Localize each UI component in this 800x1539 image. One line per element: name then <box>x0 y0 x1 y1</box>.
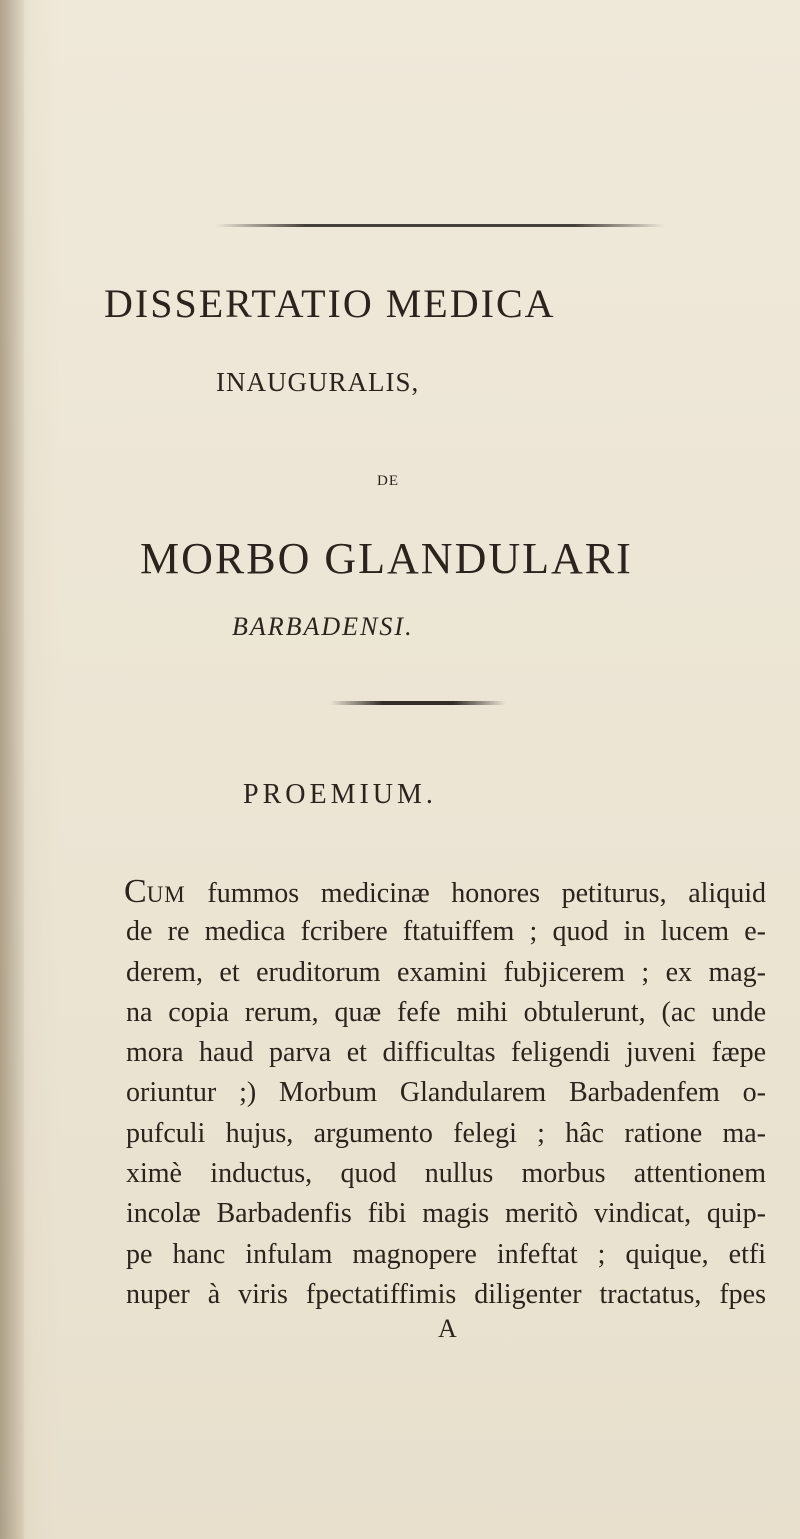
ornamental-rule <box>330 701 506 705</box>
body-line: incolæ Barbadenfis fibi magis meritò vindicat, quip- <box>126 1198 766 1230</box>
body-line-text: fummos medicinæ honores petiturus, aliquid <box>185 878 766 909</box>
body-line: pufculi hujus, argumento felegi ; hâc ratione ma- <box>126 1117 766 1149</box>
body-line: derem, et eruditorum examini fubjicerem ; ex mag- <box>126 956 766 988</box>
body-line: na copia rerum, quæ fefe mihi obtulerunt, (ac unde <box>126 996 766 1028</box>
section-heading: PROEMIUM. <box>243 779 437 810</box>
body-paragraph <box>126 872 766 1315</box>
top-rule <box>215 224 665 227</box>
dissertation-subtitle: INAUGURALIS, <box>216 367 420 397</box>
body-line: oriuntur ;) Morbum Glandularem Barbadenfem o- <box>126 1077 766 1109</box>
signature-mark: A <box>438 1314 457 1343</box>
initial-letter: C <box>124 873 147 910</box>
body-line: nuper à viris fpectatiffimis diligenter tractatus, fpes <box>126 1278 766 1310</box>
body-line: mora haud parva et difficultas feligendi juveni fæpe <box>126 1037 766 1069</box>
dissertation-title: DISSERTATIO MEDICA <box>104 281 556 326</box>
body-line: pe hanc infulam magnopere infeftat ; quique, etfi <box>126 1238 766 1270</box>
body-line <box>124 872 766 912</box>
dissertation-place: BARBADENSI. <box>232 612 414 641</box>
body-line: ximè inductus, quod nullus morbus attentionem <box>126 1158 766 1190</box>
dissertation-topic: MORBO GLANDULARI <box>140 534 633 583</box>
first-word-rest: UM <box>146 882 186 907</box>
preposition: DE <box>377 473 399 489</box>
body-line: de re medica fcribere ftatuiffem ; quod in lucem e- <box>126 916 766 948</box>
binding-edge <box>0 0 24 1539</box>
